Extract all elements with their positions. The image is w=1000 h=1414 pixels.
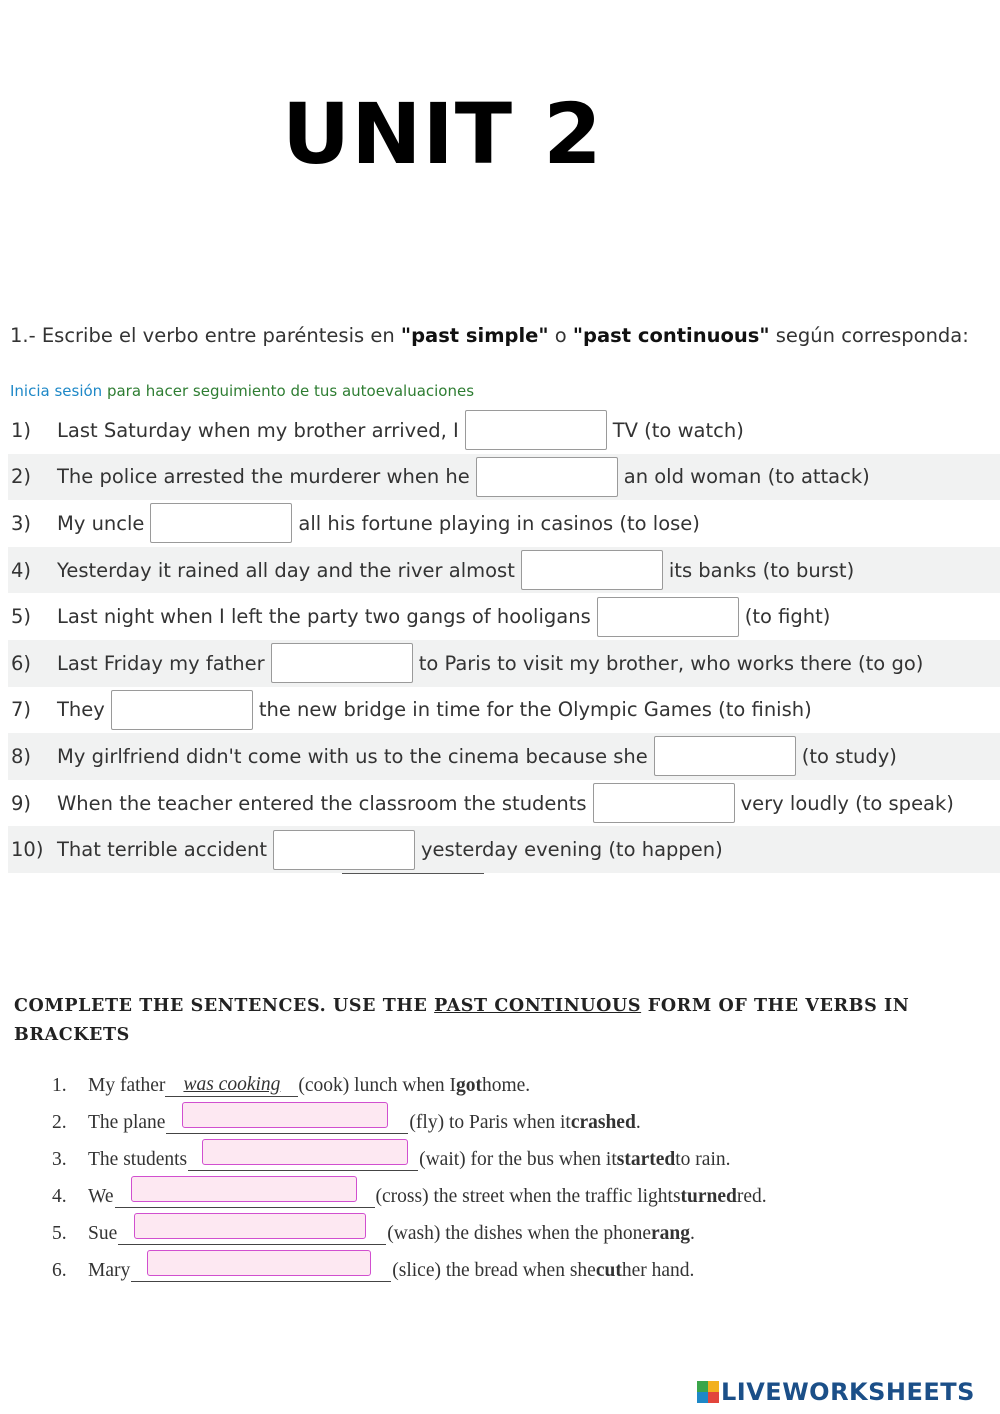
exercise-row: 1) Last Saturday when my brother arrived, I TV (to watch) xyxy=(8,407,1000,454)
answer-input[interactable] xyxy=(150,503,292,543)
list-item: 1. My father was cooking (cook) lunch when I got home. xyxy=(52,1074,531,1096)
answer-input[interactable] xyxy=(271,643,413,683)
example-answer: was cooking xyxy=(165,1074,298,1097)
answer-input[interactable] xyxy=(597,597,739,637)
answer-input[interactable] xyxy=(273,830,415,870)
list-item: 5. Sue (wash) the dishes when the phone rang . xyxy=(52,1215,767,1252)
page-title: UNIT 2 xyxy=(282,85,603,183)
exercise-row: 7) They the new bridge in time for the Olympic Games (to finish) xyxy=(8,687,1000,734)
divider xyxy=(342,873,484,874)
list-item: 3. The students (wait) for the bus when it started to rain. xyxy=(52,1141,767,1178)
exercise2-heading: COMPLETE THE SENTENCES. USE THE PAST CONTINUOUS FORM OF THE VERBS IN BRACKETS xyxy=(14,996,910,1045)
list-item: 4. We (cross) the street when the traffic lights turned red. xyxy=(52,1178,767,1215)
answer-input[interactable] xyxy=(182,1102,388,1128)
answer-input[interactable] xyxy=(521,550,663,590)
exercise1-list xyxy=(8,407,1000,873)
liveworksheets-logo: LIVEWORKSHEETS xyxy=(697,1378,975,1406)
exercise-row: 10) That terrible accident yesterday evening (to happen) xyxy=(8,826,1000,873)
list-item: 6. Mary (slice) the bread when she cut her hand. xyxy=(52,1252,767,1289)
list-item: 2. The plane (fly) to Paris when it crashed . xyxy=(52,1104,767,1141)
answer-input[interactable] xyxy=(131,1176,357,1202)
exercise-row: 9) When the teacher entered the classroom the students very loudly (to speak) xyxy=(8,780,1000,827)
answer-input[interactable] xyxy=(654,736,796,776)
exercise2-list xyxy=(52,1067,767,1289)
liveworksheets-logo-icon xyxy=(697,1381,719,1403)
exercise-row: 3) My uncle all his fortune playing in casinos (to lose) xyxy=(8,500,1000,547)
answer-input[interactable] xyxy=(593,783,735,823)
answer-input[interactable] xyxy=(134,1213,366,1239)
answer-input[interactable] xyxy=(465,410,607,450)
answer-input[interactable] xyxy=(476,457,618,497)
answer-input[interactable] xyxy=(202,1139,408,1165)
login-link[interactable]: Inicia sesión xyxy=(10,382,103,400)
exercise1-instruction: 1.- Escribe el verbo entre paréntesis en "past simple" o "past continuous" según corresponda: xyxy=(10,324,969,347)
exercise-row: 4) Yesterday it rained all day and the river almost its banks (to burst) xyxy=(8,547,1000,594)
exercise-row: 6) Last Friday my father to Paris to visit my brother, who works there (to go) xyxy=(8,640,1000,687)
answer-input[interactable] xyxy=(147,1250,371,1276)
answer-input[interactable] xyxy=(111,690,253,730)
exercise-row: 5) Last night when I left the party two gangs of hooligans (to fight) xyxy=(8,593,1000,640)
exercise-row: 2) The police arrested the murderer when he an old woman (to attack) xyxy=(8,454,1000,501)
login-notice: Inicia sesión para hacer seguimiento de tus autoevaluaciones xyxy=(10,382,475,400)
exercise-row: 8) My girlfriend didn't come with us to the cinema because she (to study) xyxy=(8,733,1000,780)
